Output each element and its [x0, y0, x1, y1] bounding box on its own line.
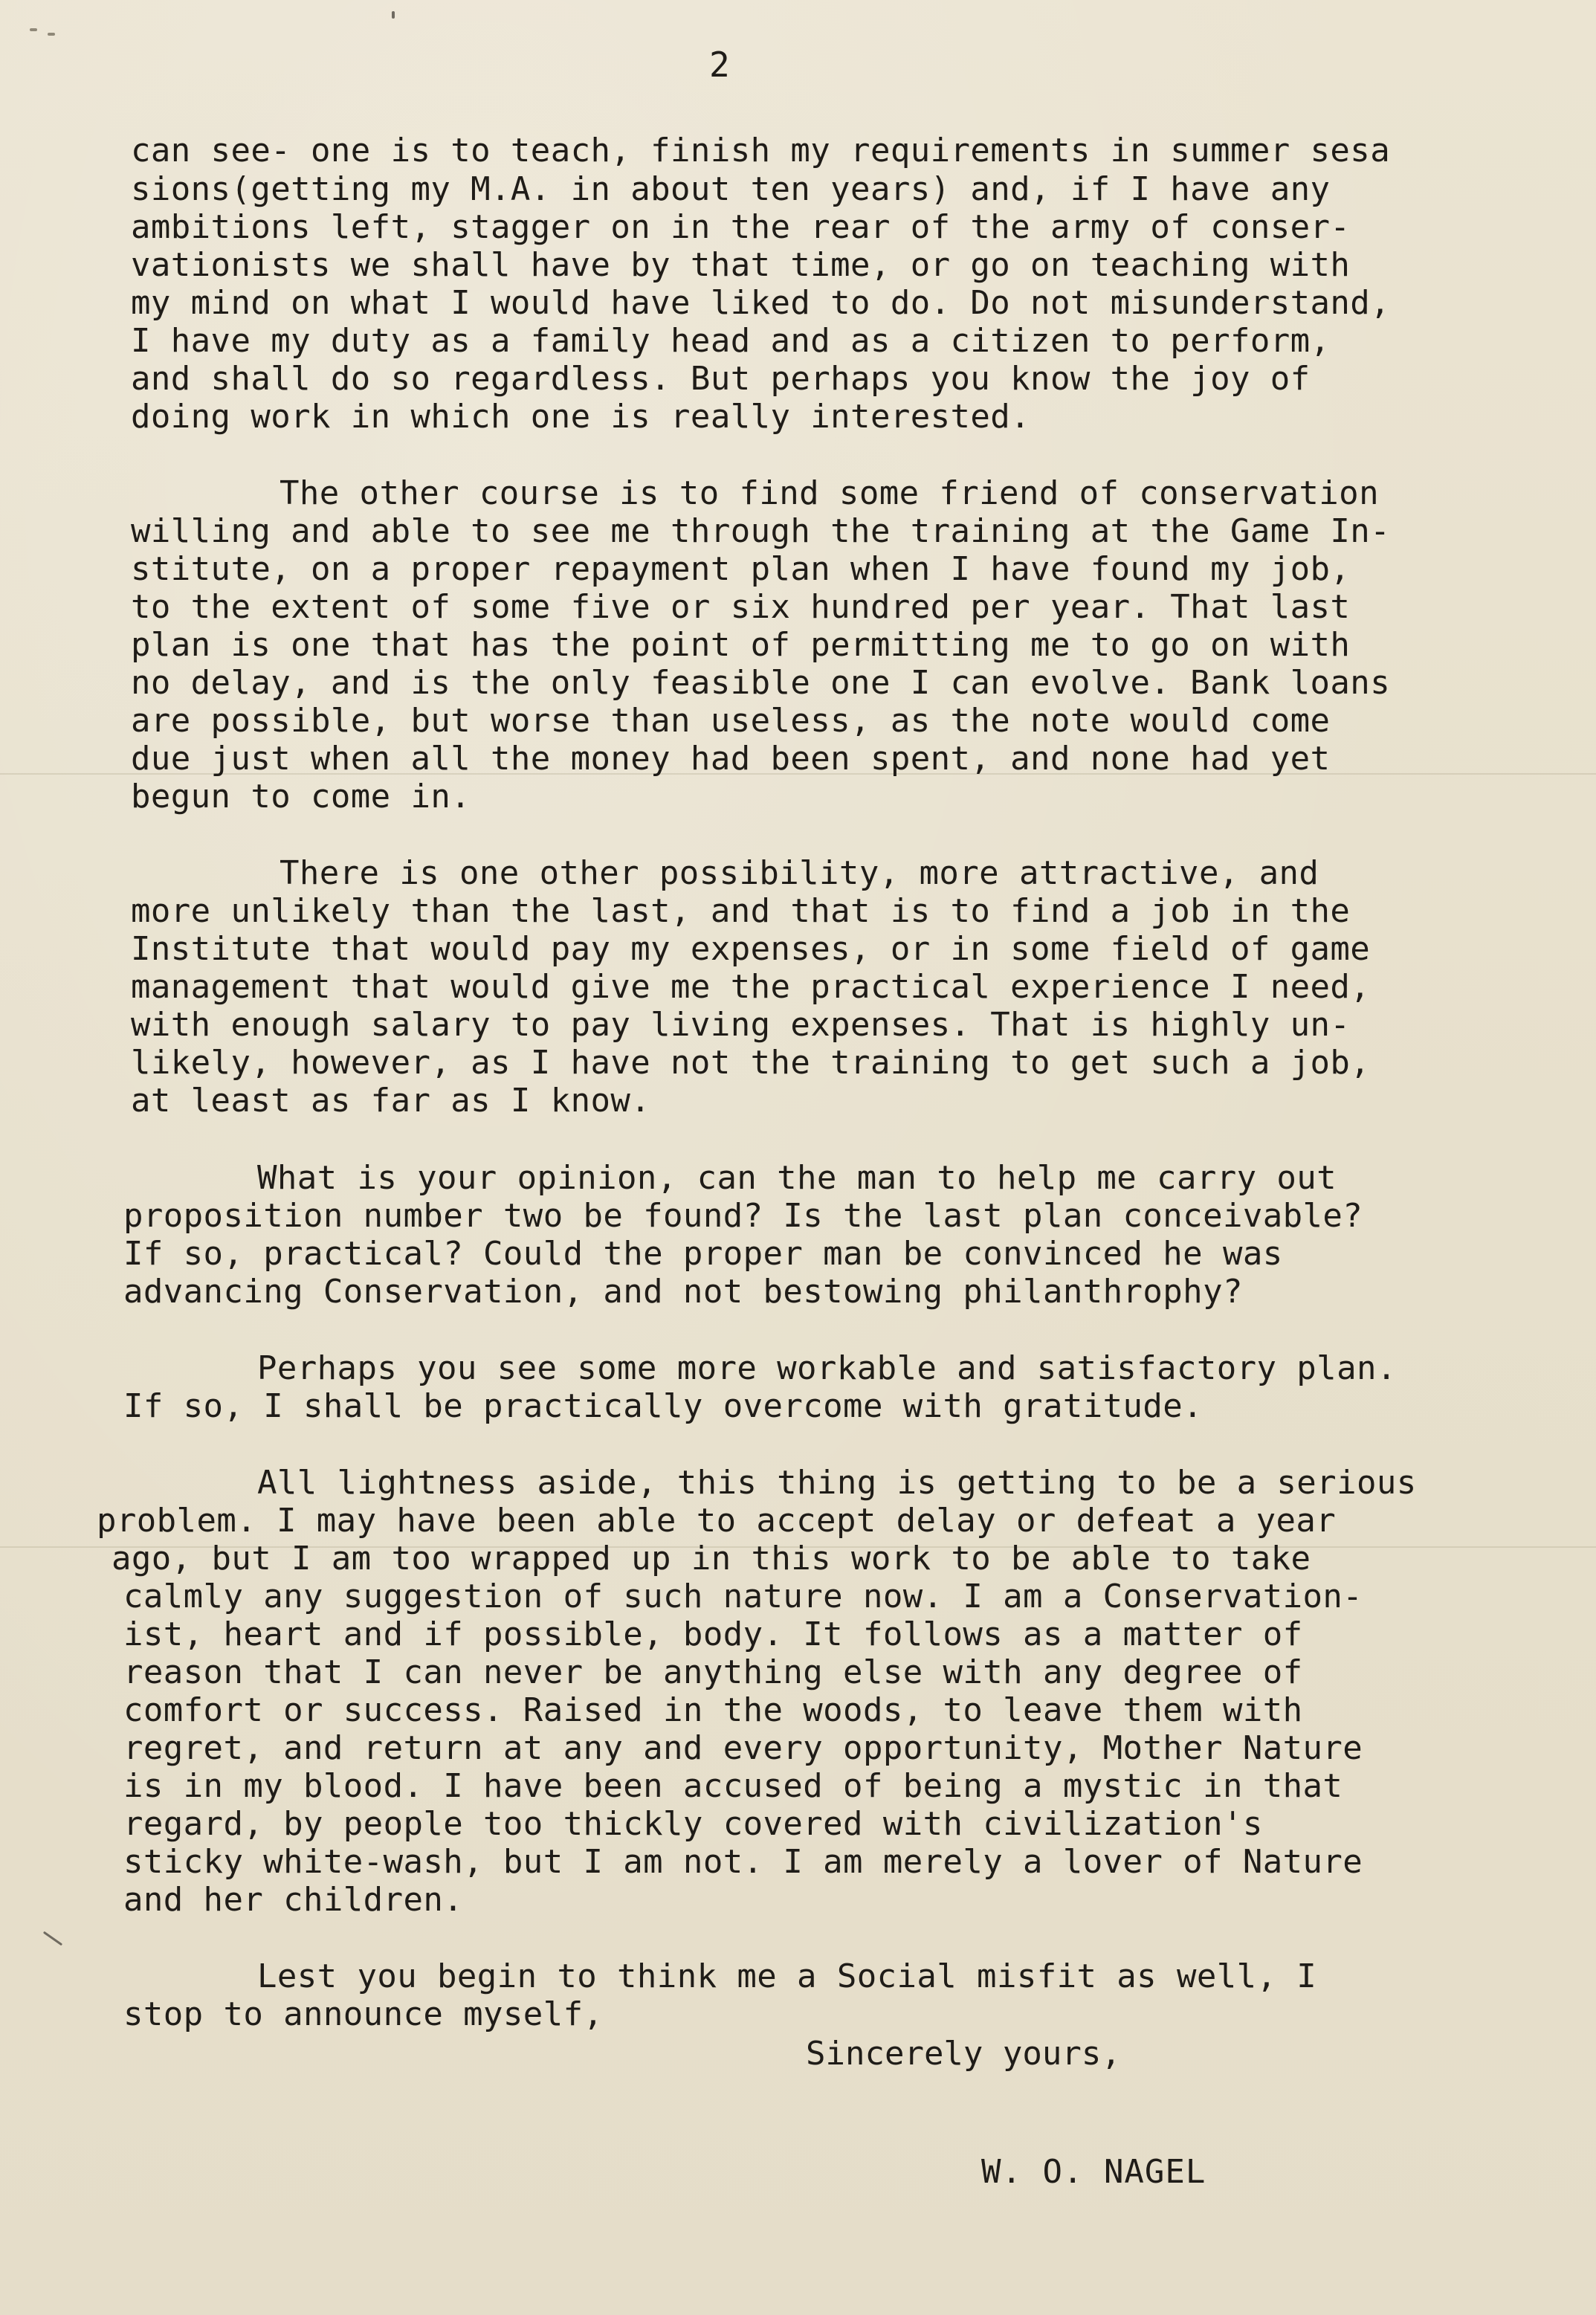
text-line: There is one other possibility, more attractive, and — [280, 854, 1319, 892]
edge-mark — [48, 33, 55, 36]
text-line: comfort or success. Raised in the woods, to leave them with — [123, 1691, 1303, 1729]
text-line: my mind on what I would have liked to do. Do not misunderstand, — [131, 284, 1391, 322]
text-line: more unlikely than the last, and that is to find a job in the — [131, 892, 1351, 930]
text-line: All lightness aside, this thing is getting to be a serious — [257, 1464, 1417, 1502]
text-line: regret, and return at any and every opportunity, Mother Nature — [123, 1729, 1363, 1767]
text-line: stitute, on a proper repayment plan when I have found my job, — [131, 550, 1351, 588]
text-line: regard, by people too thickly covered with civilization's — [123, 1805, 1263, 1843]
text-line: proposition number two be found? Is the last plan conceivable? — [123, 1197, 1363, 1235]
text-line: to the extent of some five or six hundred per year. That last — [131, 588, 1351, 626]
text-line: due just when all the money had been spent, and none had yet — [131, 740, 1331, 778]
text-line: What is your opinion, can the man to help me carry out — [257, 1159, 1337, 1197]
text-line: plan is one that has the point of permitting me to go on with — [131, 626, 1351, 664]
ink-mark — [43, 1931, 62, 1946]
text-line: The other course is to find some friend of conservation — [280, 474, 1379, 512]
text-line: at least as far as I know. — [131, 1082, 651, 1120]
text-line: doing work in which one is really interested. — [131, 398, 1031, 436]
text-line: reason that I can never be anything else with any degree of — [123, 1653, 1303, 1691]
text-line: likely, however, as I have not the training to get such a job, — [131, 1044, 1371, 1082]
text-line: stop to announce myself, — [123, 1995, 604, 2033]
text-line: and shall do so regardless. But perhaps you know the joy of — [131, 360, 1311, 398]
text-line: begun to come in. — [131, 778, 471, 816]
text-line: ago, but I am too wrapped up in this work to be able to take — [112, 1540, 1311, 1578]
text-line: is in my blood. I have been accused of being a mystic in that — [123, 1767, 1343, 1805]
page-number: 2 — [709, 45, 730, 85]
text-line: Lest you begin to think me a Social misfit as well, I — [257, 1957, 1317, 1995]
text-line: willing and able to see me through the training at the Game In- — [131, 512, 1391, 550]
text-line: Perhaps you see some more workable and satisfactory plan. — [257, 1349, 1397, 1387]
text-line: vationists we shall have by that time, or go on teaching with — [131, 246, 1351, 284]
text-line: Institute that would pay my expenses, or in some field of game — [131, 930, 1371, 968]
text-line: If so, practical? Could the proper man be convinced he was — [123, 1235, 1283, 1273]
text-line: sticky white-wash, but I am not. I am merely a lover of Nature — [123, 1843, 1363, 1881]
text-line: If so, I shall be practically overcome with gratitude. — [123, 1387, 1204, 1425]
text-line: problem. I may have been able to accept delay or defeat a year — [97, 1502, 1337, 1540]
text-line: sions(getting my M.A. in about ten years) and, if I have any — [131, 170, 1331, 208]
text-line: management that would give me the practical experience I need, — [131, 968, 1371, 1006]
text-line: I have my duty as a family head and as a citizen to perform, — [131, 322, 1331, 360]
text-line: ist, heart and if possible, body. It follows as a matter of — [123, 1615, 1303, 1653]
text-line: no delay, and is the only feasible one I can evolve. Bank loans — [131, 664, 1391, 702]
text-line: are possible, but worse than useless, as the note would come — [131, 702, 1331, 740]
text-line: ambitions left, stagger on in the rear of the army of conser- — [131, 208, 1351, 246]
signature-name: W. O. NAGEL — [981, 2153, 1206, 2191]
text-line: with enough salary to pay living expenses. That is highly un- — [131, 1006, 1351, 1044]
ink-mark — [392, 11, 395, 19]
text-line: calmly any suggestion of such nature now. I am a Conservation- — [123, 1578, 1363, 1615]
text-line: advancing Conservation, and not bestowing philanthrophy? — [123, 1273, 1243, 1311]
text-line: can see- one is to teach, finish my requirements in summer sesa — [131, 132, 1391, 169]
letter-closing: Sincerely yours, — [806, 2035, 1121, 2073]
edge-mark — [30, 28, 37, 31]
text-line: and her children. — [123, 1881, 464, 1919]
